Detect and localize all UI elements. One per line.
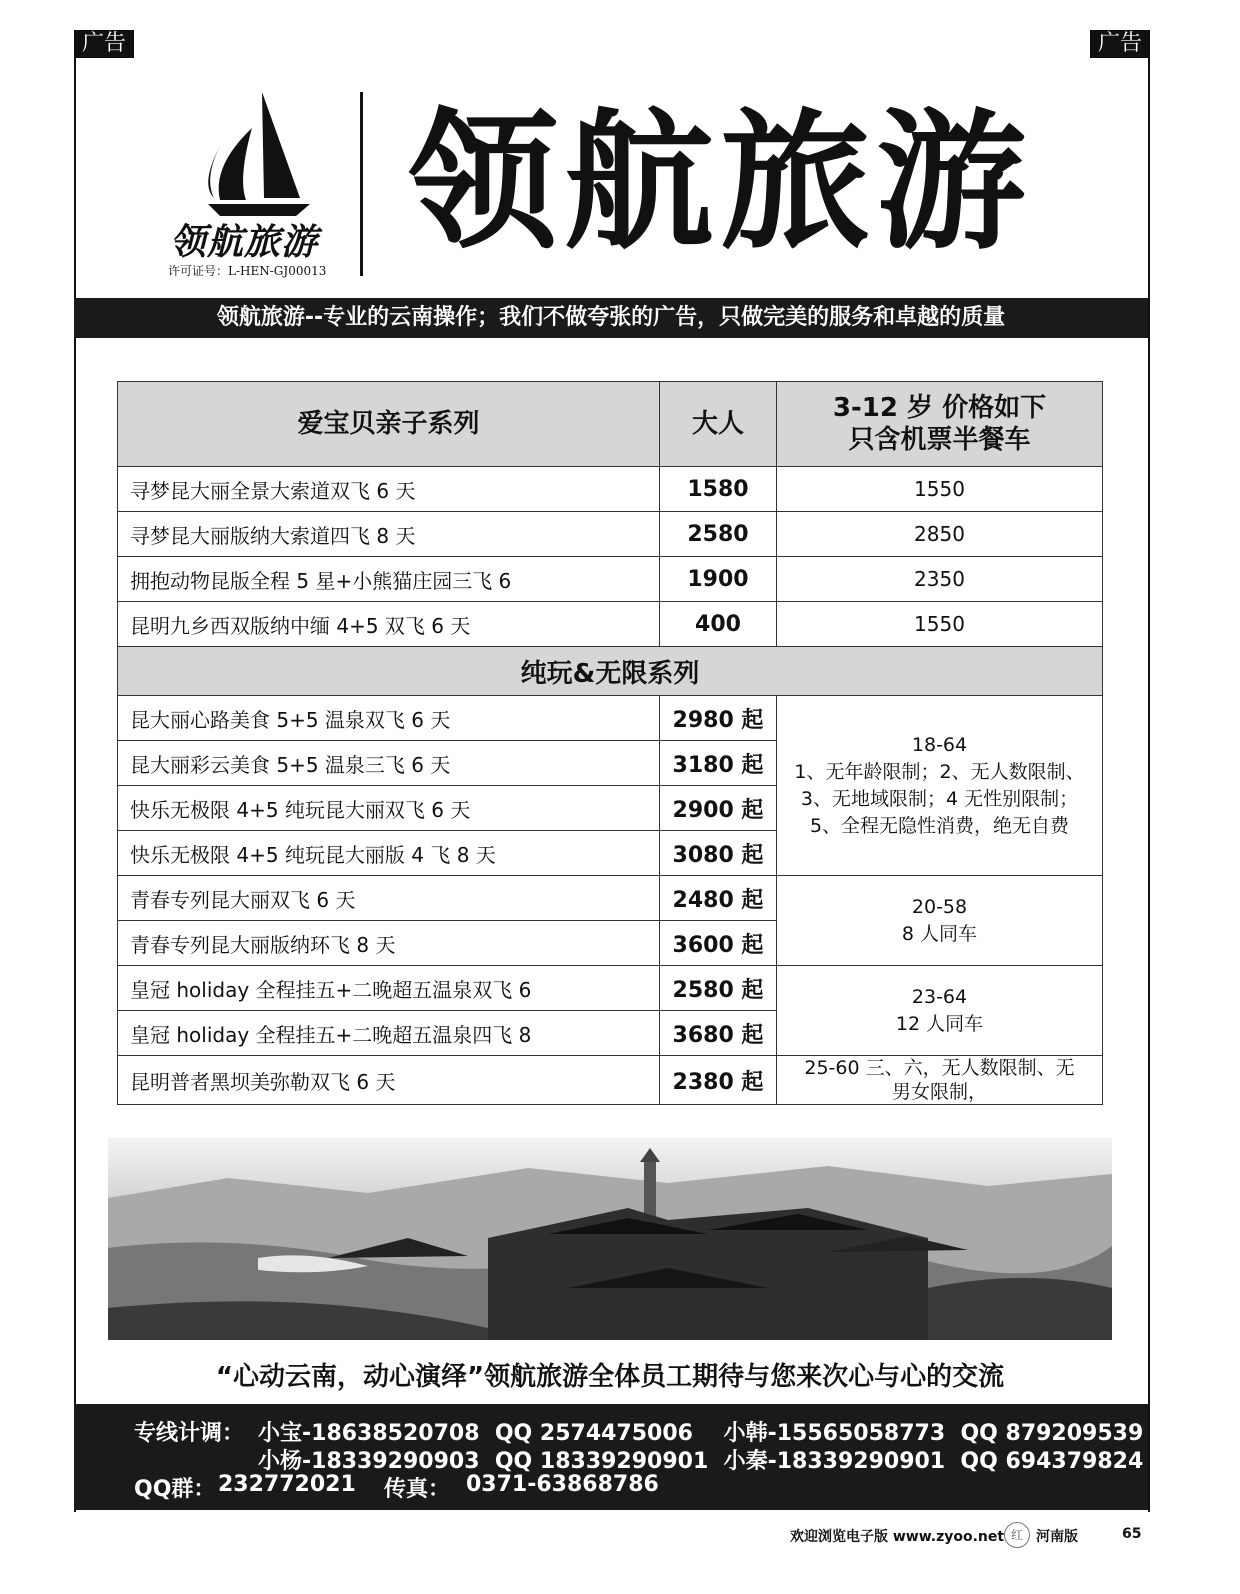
- footer-edition: 河南版: [1036, 1529, 1078, 1545]
- page-number: 65: [1122, 1526, 1142, 1542]
- footer-welcome: 欢迎浏览电子版 www.zyoo.net: [790, 1529, 1005, 1545]
- note-line: 8 人同车: [901, 922, 978, 945]
- route-name: 青春专列昆大丽双飞 6 天: [118, 876, 660, 921]
- table-row: [118, 696, 1103, 741]
- route-name: 青春专列昆大丽版纳环飞 8 天: [118, 921, 660, 966]
- table-row: [118, 602, 1103, 647]
- route-name: 寻梦昆大丽版纳大索道四飞 8 天: [118, 512, 660, 557]
- route-name: 皇冠 holiday 全程挂五+二晚超五温泉四飞 8: [118, 1011, 660, 1056]
- qq-group-number: 232772021: [218, 1472, 356, 1497]
- note-line: 1、无年龄限制；2、无人数限制、: [794, 760, 1085, 783]
- route-name: 快乐无极限 4+5 纯玩昆大丽双飞 6 天: [118, 786, 660, 831]
- slogan-bar: 领航旅游--专业的云南操作；我们不做夸张的广告，只做完美的服务和卓越的质量: [74, 298, 1148, 338]
- table-header-row: [118, 382, 1103, 467]
- brand-title: 领航旅游: [408, 96, 1033, 270]
- contact-label: 专线计调：: [134, 1421, 245, 1446]
- adult-price: 2900 起: [660, 786, 777, 831]
- route-name: 昆明九乡西双版纳中缅 4+5 双飞 6 天: [118, 602, 660, 647]
- table-row: [118, 876, 1103, 921]
- adult-price: 400: [660, 602, 777, 647]
- route-name: 皇冠 holiday 全程挂五+二晚超五温泉双飞 6: [118, 966, 660, 1011]
- group-note: [777, 966, 1103, 1056]
- adult-price: 3180 起: [660, 741, 777, 786]
- route-name: 快乐无极限 4+5 纯玩昆大丽版 4 飞 8 天: [118, 831, 660, 876]
- adult-price: 3680 起: [660, 1011, 777, 1056]
- header-adult: 大人: [660, 382, 777, 467]
- adult-price: 1580: [660, 467, 777, 512]
- ad-tag-right: 广告: [1090, 30, 1150, 58]
- temple-landscape-photo: [108, 1138, 1112, 1340]
- note-line: 18-64: [911, 733, 968, 756]
- table-row: [118, 467, 1103, 512]
- ad-tag-left: 广告: [74, 30, 134, 58]
- circle-badge-icon: 红: [1004, 1522, 1030, 1548]
- header-divider: [360, 92, 363, 276]
- note-line: 12 人同车: [895, 1012, 984, 1035]
- route-name: 寻梦昆大丽全景大索道双飞 6 天: [118, 467, 660, 512]
- adult-price: 2380 起: [660, 1056, 777, 1105]
- header-child: [777, 382, 1103, 467]
- note-line: 25-60 三、六，无人数限制、无: [804, 1057, 1075, 1079]
- adult-price: 3080 起: [660, 831, 777, 876]
- adult-price: 2580 起: [660, 966, 777, 1011]
- table-row: [118, 557, 1103, 602]
- adult-price: 2480 起: [660, 876, 777, 921]
- section-title: 纯玩&无限系列: [118, 647, 1103, 696]
- fax-number: 0371-63868786: [466, 1472, 659, 1497]
- child-price: 1550: [777, 467, 1103, 512]
- note-line: 20-58: [911, 895, 968, 918]
- route-name: 昆大丽心路美食 5+5 温泉双飞 6 天: [118, 696, 660, 741]
- group-note: [777, 1056, 1103, 1105]
- table-row: [118, 1056, 1103, 1105]
- header-child-line1: 3-12 岁 价格如下: [832, 393, 1047, 423]
- header-series: 爱宝贝亲子系列: [118, 382, 660, 467]
- table-row: [118, 512, 1103, 557]
- note-line: 3、无地域限制；4 无性别限制；: [800, 787, 1079, 810]
- group-note: [777, 696, 1103, 876]
- route-name: 拥抱动物昆版全程 5 星+小熊猫庄园三飞 6: [118, 557, 660, 602]
- tagline: “心动云南，动心演绎”领航旅游全体员工期待与您来次心与心的交流: [215, 1362, 1005, 1392]
- qq-group-label: QQ群：: [134, 1477, 216, 1502]
- note-line: 5、全程无隐性消费，绝无自费: [809, 814, 1070, 837]
- contact-line-2: 小杨-18339290903 QQ 18339290901 小秦-18339290901 QQ 694379824: [258, 1449, 1144, 1474]
- table-row: [118, 966, 1103, 1011]
- route-name: 昆明普者黑坝美弥勒双飞 6 天: [118, 1056, 660, 1105]
- note-line: 男女限制，: [891, 1081, 987, 1103]
- adult-price: 2580: [660, 512, 777, 557]
- route-name: 昆大丽彩云美食 5+5 温泉三飞 6 天: [118, 741, 660, 786]
- adult-price: 1900: [660, 557, 777, 602]
- child-price: 2850: [777, 512, 1103, 557]
- note-line: 23-64: [911, 985, 968, 1008]
- price-table: [117, 381, 1103, 1105]
- section-header-row: [118, 647, 1103, 696]
- license-number: 许可证号：L-HEN-GJ00013: [168, 264, 327, 278]
- logo-text: 领航旅游: [170, 221, 319, 263]
- fax-label: 传真：: [384, 1477, 451, 1502]
- contact-line-1: 小宝-18638520708 QQ 2574475006 小韩-15565058773 QQ 879209539: [258, 1421, 1144, 1446]
- adult-price: 2980 起: [660, 696, 777, 741]
- child-price: 2350: [777, 557, 1103, 602]
- adult-price: 3600 起: [660, 921, 777, 966]
- child-price: 1550: [777, 602, 1103, 647]
- group-note: [777, 876, 1103, 966]
- contact-block: [74, 1404, 1148, 1510]
- header-child-line2: 只含机票半餐车: [848, 425, 1031, 455]
